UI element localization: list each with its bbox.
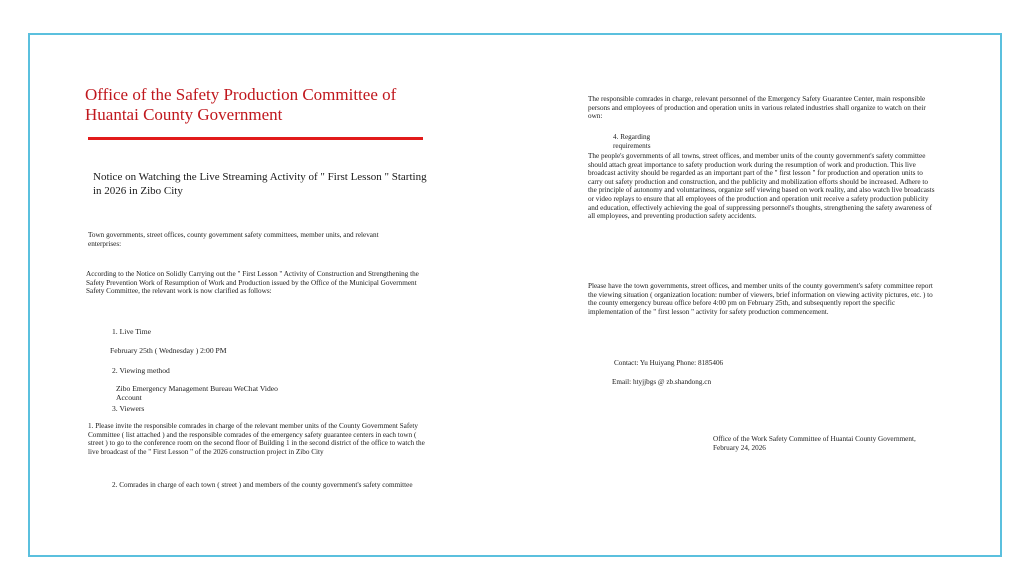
viewers-item-1: 1. Please invite the responsible comrades in charge of the relevant member units of the County Government Safety Committee ( list attached ) and the responsible comrades of the emergency safety guarantee centers in each town ( street ) to go to the conference room on the second floor of Building 1 in the second district of the office to watch the live broadcast of the " First Lesson " of the 2026 construction project in Zibo City [88, 422, 425, 456]
header-divider [88, 137, 423, 140]
viewing-method-value: Zibo Emergency Management Bureau WeChat Video Account [116, 384, 278, 402]
report-paragraph: Please have the town governments, street offices, and member units of the county government's safety committee report the viewing situation ( organization location: number of viewers, brief information on viewing activity pictures, etc. ) to the county emergency bureau office before 4:00 pm on February 25th, and subsequently report the specific implementation of the " first lesson " activity for safety production commencement. [588, 282, 933, 316]
contact-line: Contact: Yu Huiyang Phone: 8185406 [614, 359, 724, 367]
intro-paragraph: According to the Notice on Solidly Carrying out the " First Lesson " Activity of Construction and Strengthening the Safety Prevention Work of Resumption of Work and Production issued by the Office of the Municipal Government Safety Committee, the relevant work is now clarified as follows: [86, 270, 419, 296]
requirements-body: The people's governments of all towns, street offices, and member units of the county government's safety committee should attach great importance to safety production work during the resumption of work and production. This live broadcast activity should be regarded as an important part of the " first lesson " for production and operation units to carry out safety production and construction, and the publicity and mobilization efforts should be increased. Adhere to the principle of autonomy and voluntariness, organize self viewing based on work reality, and also watch live broadcasts or video replays to ensure that all employees of the production and operation unit receive a safety production publicity and education, effectively achieving the goal of suppressing personnel's thoughts, strengthening the safety awareness of all employees, and preventing production safety accidents. [588, 152, 935, 221]
live-time-value: February 25th ( Wednesday ) 2:00 PM [110, 346, 227, 355]
live-time-heading: 1. Live Time [112, 327, 152, 336]
requirements-heading: 4. Regarding requirements [613, 133, 651, 150]
viewers-item-2: 2. Comrades in charge of each town ( street ) and members of the county government's safety committee [112, 481, 413, 489]
office-header: Office of the Safety Production Committee of Huantai County Government [85, 85, 397, 124]
continuation-paragraph: The responsible comrades in charge, relevant personnel of the Emergency Safety Guarantee Center, main responsible persons and employees of production and operation units in various related industries shall organize to watch on their own: [588, 95, 926, 121]
signature-block: Office of the Work Safety Committee of Huantai County Government, February 24, 2026 [713, 435, 916, 452]
recipients: Town governments, street offices, county government safety committees, member units, and relevant enterprises: [88, 231, 379, 248]
viewing-method-heading: 2. Viewing method [112, 366, 170, 375]
viewers-heading: 3. Viewers [112, 404, 145, 413]
notice-title: Notice on Watching the Live Streaming Activity of " First Lesson " Starting in 2026 in Zibo City [93, 171, 427, 197]
contact-email[interactable]: Email: htyjjbgs @ zb.shandong.cn [612, 378, 712, 386]
